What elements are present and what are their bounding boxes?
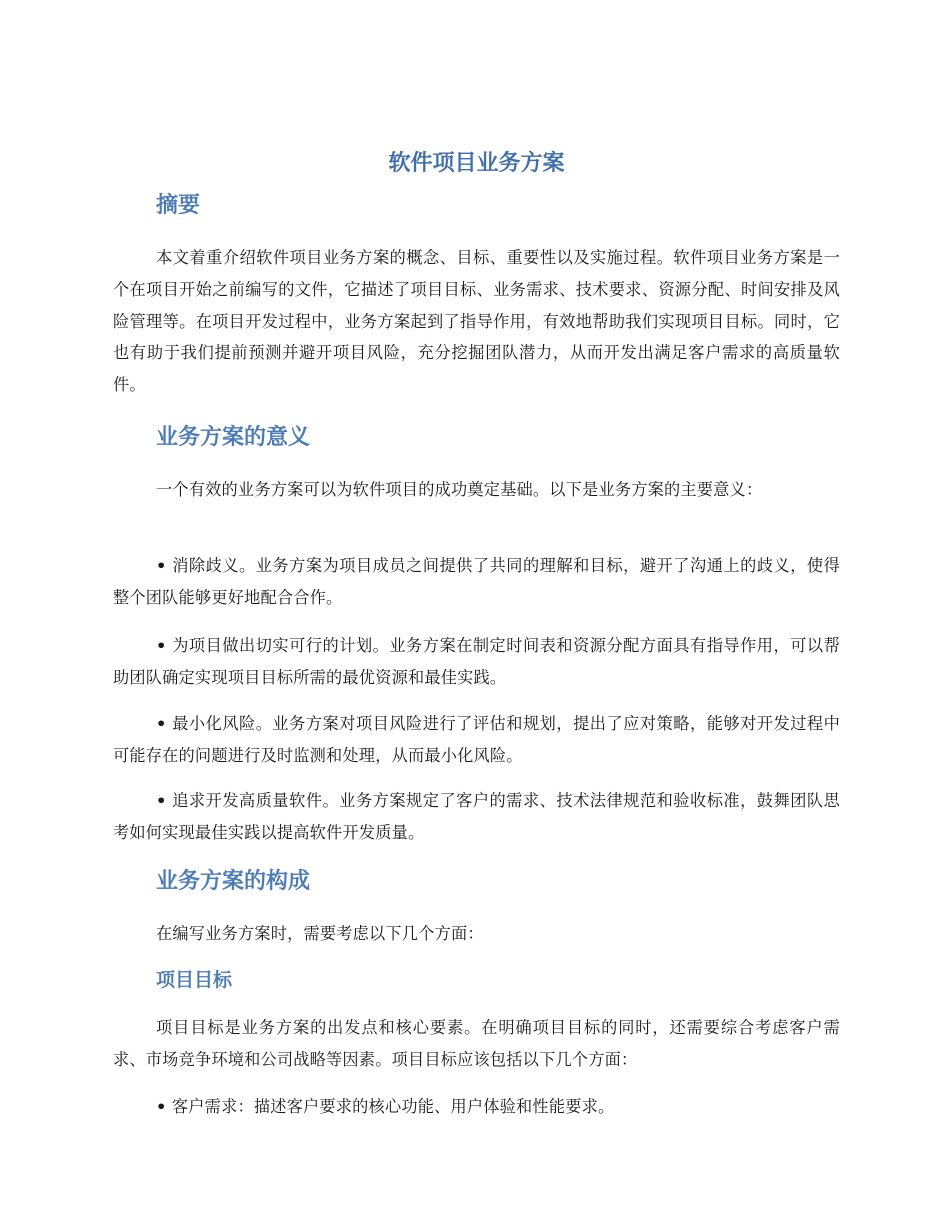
bullet-icon: • — [156, 636, 167, 655]
significance-intro: 一个有效的业务方案可以为软件项目的成功奠定基础。以下是业务方案的主要意义： — [156, 480, 763, 499]
list-item — [113, 708, 840, 772]
list-item — [113, 550, 840, 614]
abstract-paragraph: 本文着重介绍软件项目业务方案的概念、目标、重要性以及实施过程。软件项目业务方案是一个在项目开始之前编写的文件，它描述了项目目标、业务需求、技术要求、资源分配、时间安排及风险管理等。在项目开发过程中，业务方案起到了指导作用，有效地帮助我们实现项目目标。同时，它也有助于我们提前预测并避开项目风险，充分挖掘团队潜力，从而开发出满足客户需求的高质量软件。 — [113, 248, 840, 395]
bullet-icon: • — [156, 1097, 167, 1116]
list-item — [113, 785, 840, 849]
list-item-text: 客户需求：描述客户要求的核心功能、用户体验和性能要求。 — [171, 1097, 615, 1116]
list-item-text: 追求开发高质量软件。业务方案规定了客户的需求、技术法律规范和验收标准，鼓舞团队思考如何实现最佳实践以提高软件开发质量。 — [113, 791, 840, 842]
bullet-icon: • — [156, 556, 167, 575]
composition-intro: 在编写业务方案时，需要考虑以下几个方面： — [156, 924, 484, 943]
list-item-text: 为项目做出切实可行的计划。业务方案在制定时间表和资源分配方面具有指导作用，可以帮助团队确定实现项目目标所需的最优资源和最佳实践。 — [113, 636, 840, 687]
list-item — [113, 630, 840, 694]
list-item-text: 消除歧义。业务方案为项目成员之间提供了共同的理解和目标，避开了沟通上的歧义，使得整个团队能够更好地配合合作。 — [113, 556, 840, 607]
composition-heading: 业务方案的构成 — [156, 869, 311, 894]
bullet-icon: • — [156, 791, 167, 810]
document-title: 软件项目业务方案 — [388, 151, 565, 176]
list-item — [113, 1091, 840, 1123]
project-goal-paragraph: 项目目标是业务方案的出发点和核心要素。在明确项目目标的同时，还需要综合考虑客户需求、市场竞争环境和公司战略等因素。项目目标应该包括以下几个方面： — [113, 1018, 840, 1069]
bullet-icon: • — [156, 714, 167, 733]
abstract-heading: 摘要 — [156, 193, 201, 218]
project-goal-heading: 项目目标 — [156, 969, 233, 991]
significance-heading: 业务方案的意义 — [156, 425, 311, 450]
list-item-text: 最小化风险。业务方案对项目风险进行了评估和规划，提出了应对策略，能够对开发过程中可能存在的问题进行及时监测和处理，从而最小化风险。 — [113, 714, 840, 765]
